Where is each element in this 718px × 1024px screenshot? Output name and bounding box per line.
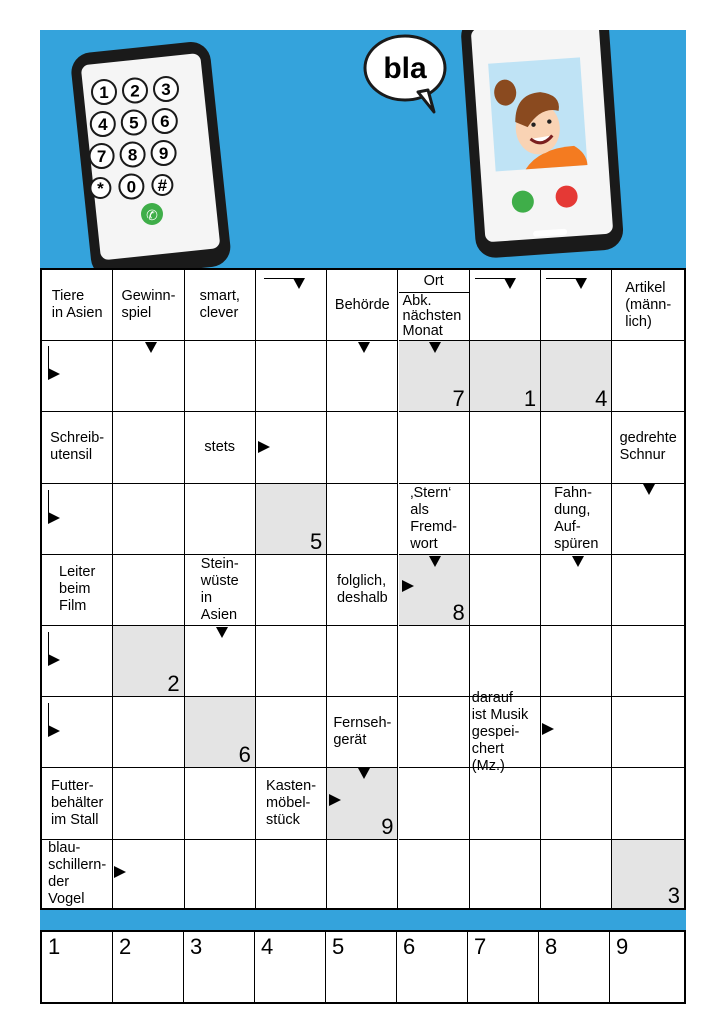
keypad-key-label: 9 — [158, 144, 169, 163]
header-illustration — [40, 30, 686, 268]
arrow-down-icon — [358, 342, 370, 353]
clue-cell — [612, 412, 684, 483]
arrow-right-icon — [402, 580, 414, 592]
clue-text: Ort — [399, 270, 469, 293]
answer-cell[interactable] — [185, 840, 256, 908]
answer-cell[interactable] — [113, 768, 184, 839]
arrow-down-icon — [575, 278, 587, 289]
solution-cell[interactable]: 4 — [255, 932, 326, 1002]
clue-text: Schreib- utensil — [50, 430, 105, 464]
arrow-down-icon — [504, 278, 516, 289]
clue-cell — [42, 412, 113, 483]
solution-letter-cell[interactable] — [256, 484, 327, 555]
solution-number: 1 — [523, 386, 537, 412]
clue-text: Leiter beim Film — [59, 564, 96, 615]
clue-cell — [185, 555, 256, 626]
clue-text: darauf ist Musik gespei- chert (Mz.) — [471, 689, 529, 774]
answer-cell[interactable] — [327, 484, 398, 555]
clue-cell — [256, 768, 327, 839]
clue-cell — [327, 697, 398, 768]
arrow-right-icon — [114, 866, 126, 878]
clue-cell — [42, 840, 113, 908]
clue-text: gedrehte Schnur — [619, 430, 677, 464]
solution-cell[interactable]: 2 — [113, 932, 184, 1002]
arrow-down-icon — [429, 342, 441, 353]
solution-number: 4 — [595, 386, 608, 412]
solution-letter-cell[interactable] — [470, 341, 541, 412]
clue-cell — [42, 270, 113, 341]
phones-illustration — [40, 30, 686, 268]
answer-cell[interactable] — [399, 840, 470, 908]
answer-cell[interactable] — [612, 341, 684, 412]
keypad-key-label: 4 — [98, 115, 108, 134]
answer-cell[interactable] — [541, 412, 612, 483]
arrow-down-icon — [358, 768, 370, 779]
clue-cell — [399, 484, 470, 555]
speech-bubble — [365, 36, 445, 112]
solution-number: 7 — [452, 386, 465, 412]
solution-letter-cell[interactable] — [113, 626, 184, 697]
answer-cell[interactable] — [185, 341, 256, 412]
arrow-right-icon — [258, 441, 270, 453]
answer-cell[interactable] — [470, 555, 541, 626]
arrow-down-icon — [293, 278, 305, 289]
arrow-down-icon — [572, 556, 584, 567]
answer-cell[interactable] — [113, 697, 184, 768]
clue-text: ‚Stern‘ als Fremd- wort — [410, 484, 458, 552]
arrow-right-icon — [48, 512, 60, 524]
arrow-down-icon — [429, 556, 441, 567]
answer-cell[interactable] — [470, 840, 541, 908]
keypad-key-label: # — [157, 176, 168, 195]
answer-cell[interactable] — [256, 555, 327, 626]
clue-cell — [185, 270, 256, 341]
answer-cell[interactable] — [113, 555, 184, 626]
solution-number: 3 — [667, 882, 680, 908]
keypad-key-label: * — [97, 179, 104, 198]
answer-cell[interactable] — [185, 768, 256, 839]
clue-cell — [185, 412, 256, 483]
answer-cell[interactable] — [541, 768, 612, 839]
clue-text: Fernseh- gerät — [333, 715, 392, 749]
arrow-right-icon — [48, 368, 60, 380]
video-phone — [460, 30, 625, 259]
clue-text: Futter- behälter im Stall — [50, 777, 104, 828]
arrow-right-icon — [48, 654, 60, 666]
clue-text: Fahn- dung, Auf- spüren — [554, 484, 599, 552]
answer-cell[interactable] — [256, 697, 327, 768]
clue-text: Stein- wüste in Asien — [200, 555, 239, 623]
solution-cell[interactable]: 3 — [184, 932, 255, 1002]
clue-text: Artikel (männ- lich) — [625, 279, 672, 330]
arrow-down-icon — [216, 627, 228, 638]
solution-cell[interactable]: 8 — [539, 932, 610, 1002]
answer-cell[interactable] — [470, 412, 541, 483]
solution-cell[interactable]: 1 — [42, 932, 113, 1002]
clue-text: Gewinn- spiel — [121, 288, 176, 322]
keypad-key-label: 1 — [99, 83, 109, 102]
answer-cell[interactable] — [399, 697, 470, 768]
answer-cell[interactable] — [399, 626, 470, 697]
arrow-down-icon — [643, 484, 655, 495]
keypad-key-label: 8 — [127, 145, 138, 165]
split-clue-cell — [399, 270, 470, 341]
clue-text: blau- schillern- der Vogel — [48, 839, 107, 907]
clue-cell — [470, 689, 541, 774]
clue-text: Abk. nächsten Monat — [402, 293, 462, 339]
solution-cell[interactable]: 6 — [397, 932, 468, 1002]
clue-cell — [42, 555, 113, 626]
solution-number: 6 — [238, 742, 251, 768]
answer-cell[interactable] — [612, 768, 684, 839]
clue-text: smart, clever — [199, 288, 240, 322]
clue-cell — [113, 270, 184, 341]
answer-cell[interactable] — [327, 840, 398, 908]
arrow-right-icon — [48, 725, 60, 737]
keypad-key-label: 5 — [129, 113, 139, 133]
clue-text: folglich, deshalb — [336, 572, 388, 606]
answer-cell[interactable] — [399, 768, 470, 839]
clue-text: Kasten- möbel- stück — [266, 777, 317, 828]
answer-cell[interactable] — [470, 484, 541, 555]
arrow-right-icon — [329, 794, 341, 806]
solution-number: 2 — [167, 671, 180, 697]
clue-cell — [42, 768, 113, 839]
answer-cell[interactable] — [541, 840, 612, 908]
answer-cell[interactable] — [327, 412, 398, 483]
solution-number: 8 — [452, 599, 465, 625]
clue-cell — [612, 270, 684, 341]
answer-cell[interactable] — [256, 626, 327, 697]
answer-cell[interactable] — [612, 626, 684, 697]
svg-text:✆: ✆ — [146, 208, 158, 224]
answer-cell[interactable] — [470, 626, 541, 697]
clue-text: Behörde — [334, 296, 390, 313]
solution-cell[interactable]: 9 — [616, 934, 629, 959]
answer-cell[interactable] — [185, 484, 256, 555]
keypad-key-label: 2 — [130, 81, 140, 101]
solution-row — [40, 930, 686, 1004]
solution-letter-cell[interactable] — [185, 697, 256, 768]
clue-cell — [327, 270, 398, 341]
answer-cell[interactable] — [612, 697, 684, 768]
solution-letter-cell[interactable] — [612, 840, 684, 908]
solution-cell[interactable]: 7 — [468, 932, 539, 1002]
answer-cell[interactable] — [399, 412, 470, 483]
clue-cell — [327, 555, 398, 626]
crossword-grid — [40, 268, 686, 910]
answer-cell[interactable] — [541, 626, 612, 697]
solution-letter-cell[interactable] — [541, 341, 612, 412]
arrow-down-icon — [145, 342, 157, 353]
keypad-key-label: 3 — [161, 80, 171, 99]
answer-cell[interactable] — [256, 270, 327, 341]
speech-text: bla — [383, 52, 427, 85]
answer-cell[interactable] — [327, 626, 398, 697]
solution-number: 5 — [309, 528, 323, 554]
keypad-key-label: 6 — [160, 112, 170, 131]
keypad-key-label: 0 — [126, 177, 137, 197]
arrow-right-icon — [542, 723, 554, 735]
clue-text: stets — [204, 438, 236, 455]
solution-cell[interactable]: 5 — [326, 932, 397, 1002]
answer-cell[interactable] — [470, 768, 541, 839]
answer-cell[interactable] — [113, 484, 184, 555]
answer-cell[interactable] — [113, 412, 184, 483]
blue-divider — [40, 910, 686, 930]
answer-cell[interactable] — [256, 840, 327, 908]
clue-cell — [541, 484, 612, 555]
answer-cell[interactable] — [612, 555, 684, 626]
solution-number: 9 — [381, 813, 394, 839]
clue-text: Tiere in Asien — [51, 288, 103, 322]
keypad-key-label: 7 — [96, 147, 107, 166]
answer-cell[interactable] — [256, 341, 327, 412]
